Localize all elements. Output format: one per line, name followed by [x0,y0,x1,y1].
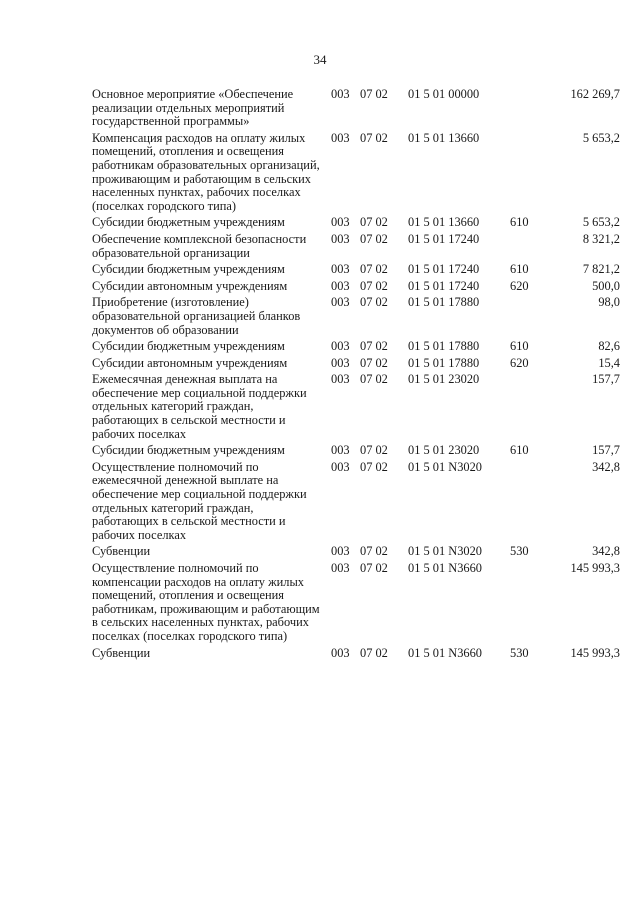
row-section-code: 07 02 [360,561,388,575]
row-target-code: 01 5 01 N3660 [408,645,482,660]
row-expense-type-code: 610 [510,339,529,354]
row-admin-code: 003 [331,561,350,575]
row-target-code: 01 5 01 23020 [408,443,480,458]
row-name: Компенсация расходов на оплату жилых помещений, отопления и освещения работникам образовательных организаций, проживающим и работающим в сельских населенных пунктах, рабочих поселках (поселках городского типа) [92,130,320,213]
row-name: Субсидии бюджетным учреждениям [92,443,285,458]
table-row [92,216,620,230]
row-expense-type-code: 610 [510,215,529,230]
row-name: Субсидии бюджетным учреждениям [92,262,285,277]
row-admin-code: 003 [331,355,350,370]
table-row [92,88,620,129]
row-amount: 145 993,3 [570,561,620,575]
row-target-code: 01 5 01 17880 [408,339,480,354]
table-row [92,461,620,543]
table-row [92,340,620,354]
row-amount: 162 269,7 [570,87,620,101]
row-section-code: 07 02 [360,231,388,246]
row-name: Субсидии бюджетным учреждениям [92,215,285,230]
table-row [92,263,620,277]
row-admin-code: 003 [331,278,350,293]
row-name: Основное мероприятие «Обеспечение реализации отдельных мероприятий государственной программы» [92,87,294,129]
table-row [92,132,620,214]
row-amount: 5 653,2 [582,130,620,145]
row-amount: 5 653,2 [582,215,620,230]
row-target-code: 01 5 01 17240 [408,278,480,293]
row-section-code: 07 02 [360,355,388,370]
row-section-code: 07 02 [360,278,388,293]
row-section-code: 07 02 [360,443,388,458]
row-target-code: 01 5 01 13660 [408,215,480,230]
row-section-code: 07 02 [360,544,388,559]
row-name: Субсидии бюджетным учреждениям [92,339,285,354]
row-amount: 145 993,3 [570,645,620,660]
row-target-code: 01 5 01 17240 [408,231,480,246]
row-name: Обеспечение комплексной безопасности образовательной организации [92,231,307,260]
row-amount: 98,0 [598,295,620,310]
row-admin-code: 003 [331,295,350,310]
row-amount: 342,8 [592,544,620,559]
row-target-code: 01 5 01 23020 [408,372,480,387]
row-target-code: 01 5 01 17240 [408,262,480,277]
row-target-code: 01 5 01 N3660 [408,561,482,575]
row-amount: 157,7 [592,372,620,387]
table-row [92,444,620,458]
row-expense-type-code: 610 [510,443,529,458]
row-admin-code: 003 [331,544,350,559]
budget-table [92,88,620,663]
row-expense-type-code: 620 [510,355,529,370]
row-section-code: 07 02 [360,130,388,145]
table-row [92,545,620,559]
row-admin-code: 003 [331,231,350,246]
row-target-code: 01 5 01 00000 [408,87,480,101]
row-section-code: 07 02 [360,645,388,660]
table-row [92,233,620,260]
row-expense-type-code: 610 [510,262,529,277]
row-amount: 500,0 [592,278,620,293]
page-number: 34 [313,52,327,67]
row-admin-code: 003 [331,645,350,660]
table-row [92,373,620,441]
row-target-code: 01 5 01 17880 [408,295,480,310]
row-admin-code: 003 [331,459,350,474]
row-expense-type-code: 530 [510,645,529,660]
row-amount: 15,4 [598,355,620,370]
row-name: Субвенции [92,544,151,559]
row-name: Ежемесячная денежная выплата на обеспечение мер социальной поддержки отдельных категорий граждан, работающих в сельской местности и рабочих поселках [92,372,307,441]
row-name: Осуществление полномочий по компенсации расходов на оплату жилых помещений, отопления и освещения работникам, проживающим и работающим в сельских населенных пунктах, рабочих поселках (поселках городского типа) [92,561,320,643]
table-row [92,296,620,337]
row-admin-code: 003 [331,130,350,145]
row-name: Приобретение (изготовление) образовательной организацией бланков документов об образовании [92,295,301,337]
row-amount: 157,7 [592,443,620,458]
row-amount: 7 821,2 [582,262,620,277]
table-row [92,647,620,661]
row-admin-code: 003 [331,339,350,354]
row-name: Субвенции [92,645,151,660]
row-target-code: 01 5 01 17880 [408,355,480,370]
row-admin-code: 003 [331,215,350,230]
row-expense-type-code: 620 [510,278,529,293]
row-section-code: 07 02 [360,215,388,230]
table-row [92,280,620,294]
row-amount: 8 321,2 [582,231,620,246]
row-expense-type-code: 530 [510,544,529,559]
row-name: Осуществление полномочий по ежемесячной денежной выплате на обеспечение мер социальной поддержки отдельных категорий граждан, работающих в сельской местности и рабочих поселках [92,459,307,542]
row-section-code: 07 02 [360,87,388,101]
row-admin-code: 003 [331,87,350,101]
row-target-code: 01 5 01 N3020 [408,459,482,474]
row-target-code: 01 5 01 13660 [408,130,480,145]
row-name: Субсидии автономным учреждениям [92,278,288,293]
row-admin-code: 003 [331,372,350,387]
table-row [92,562,620,644]
row-name: Субсидии автономным учреждениям [92,355,288,370]
table-row [92,357,620,371]
row-amount: 82,6 [598,339,620,354]
row-admin-code: 003 [331,443,350,458]
row-section-code: 07 02 [360,459,388,474]
row-section-code: 07 02 [360,372,388,387]
row-section-code: 07 02 [360,339,388,354]
row-section-code: 07 02 [360,295,388,310]
row-section-code: 07 02 [360,262,388,277]
row-amount: 342,8 [592,459,620,474]
row-target-code: 01 5 01 N3020 [408,544,482,559]
row-admin-code: 003 [331,262,350,277]
